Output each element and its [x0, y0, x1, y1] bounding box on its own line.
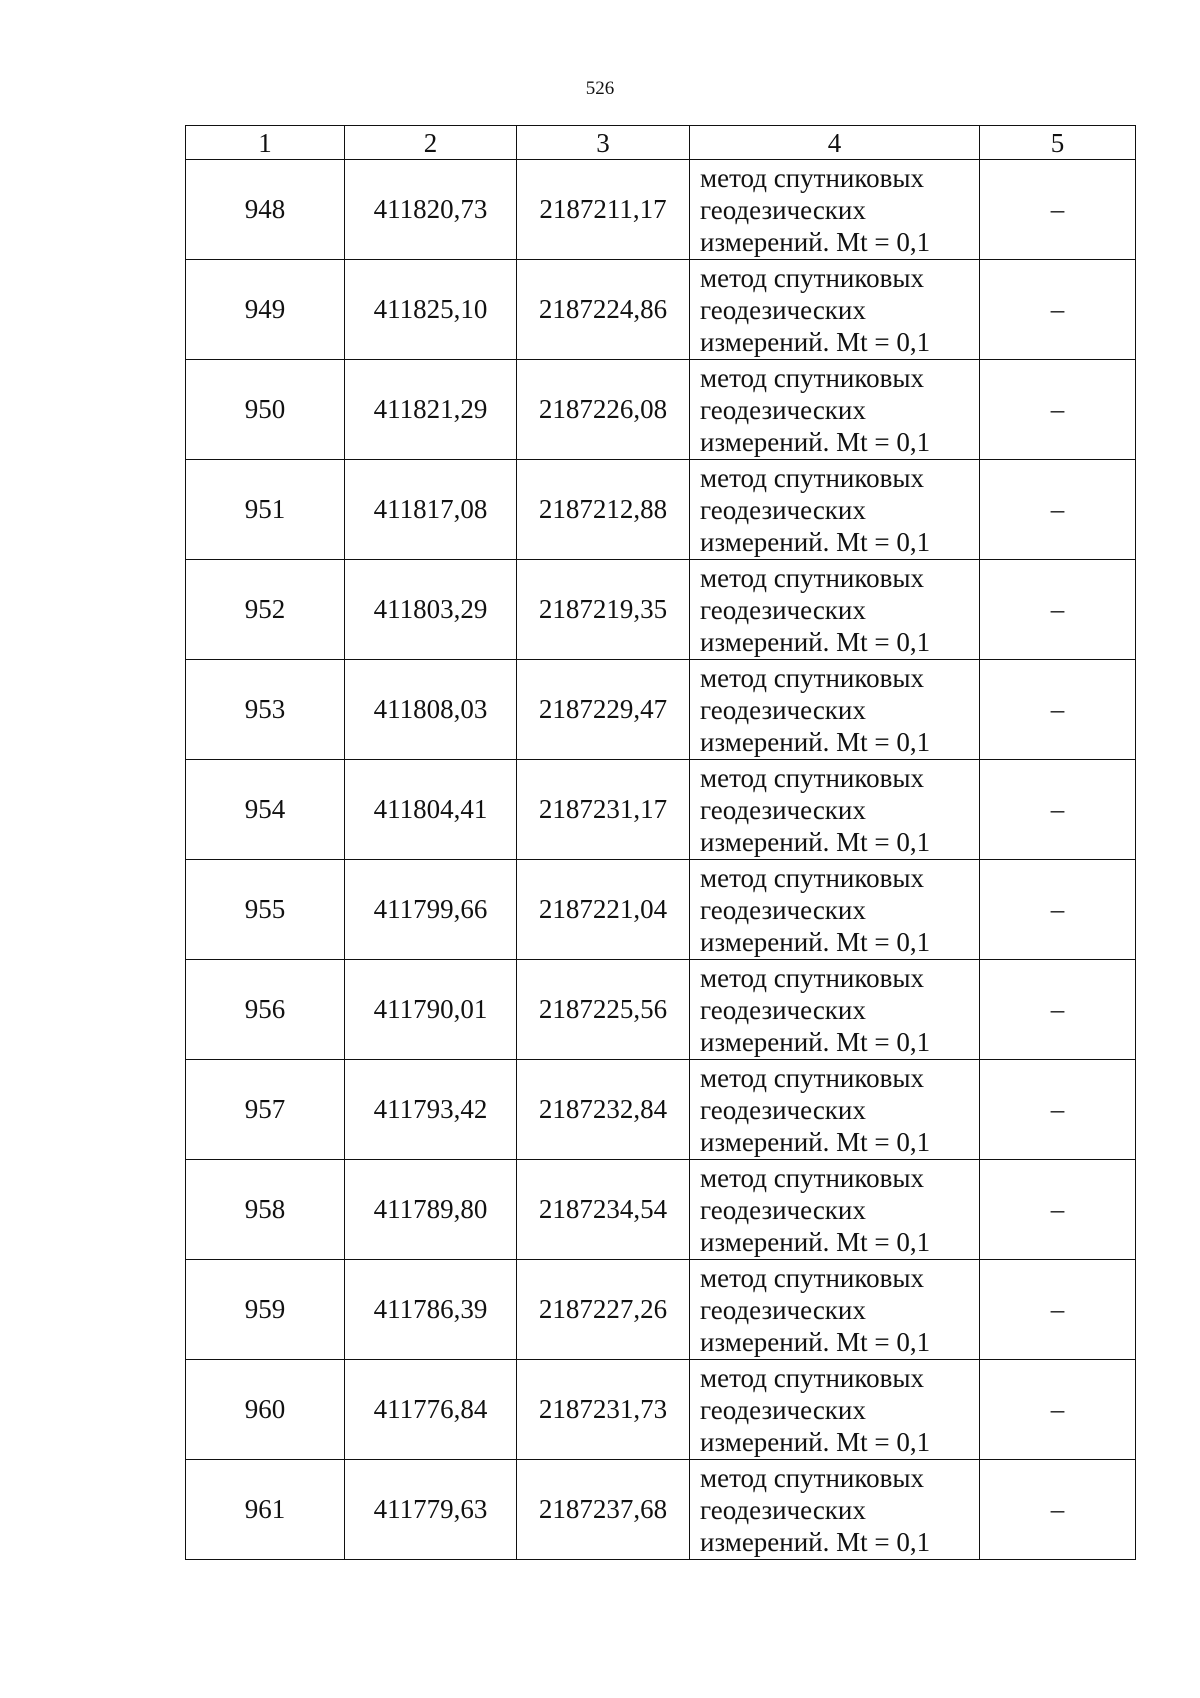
y-coordinate-cell: 2187219,35 — [517, 560, 690, 660]
method-line-1: метод спутниковых — [700, 362, 924, 393]
column-header-1: 1 — [186, 126, 345, 160]
method-cell — [690, 360, 980, 460]
point-number-cell: 952 — [186, 560, 345, 660]
point-number-cell: 959 — [186, 1260, 345, 1360]
method-line-2: геодезических — [700, 1494, 866, 1525]
y-coordinate-cell: 2187226,08 — [517, 360, 690, 460]
note-cell: – — [980, 1060, 1136, 1160]
point-number-cell: 949 — [186, 260, 345, 360]
method-line-1: метод спутниковых — [700, 1262, 924, 1293]
method-line-1: метод спутниковых — [700, 862, 924, 893]
method-line-3: измерений. Mt = 0,1 — [700, 1426, 931, 1457]
table-body — [186, 160, 1136, 1560]
x-coordinate-cell: 411803,29 — [345, 560, 517, 660]
method-cell — [690, 260, 980, 360]
point-number-cell: 960 — [186, 1360, 345, 1460]
method-line-1: метод спутниковых — [700, 662, 924, 693]
point-number-cell: 958 — [186, 1160, 345, 1260]
y-coordinate-cell: 2187221,04 — [517, 860, 690, 960]
point-number-cell: 948 — [186, 160, 345, 260]
method-cell — [690, 1260, 980, 1360]
method-line-1: метод спутниковых — [700, 162, 924, 193]
note-cell: – — [980, 360, 1136, 460]
method-line-2: геодезических — [700, 594, 866, 625]
method-line-2: геодезических — [700, 394, 866, 425]
method-cell — [690, 1060, 980, 1160]
method-line-3: измерений. Mt = 0,1 — [700, 326, 931, 357]
method-line-1: метод спутниковых — [700, 1062, 924, 1093]
method-line-3: измерений. Mt = 0,1 — [700, 526, 931, 557]
method-cell — [690, 860, 980, 960]
point-number-cell: 954 — [186, 760, 345, 860]
method-line-3: измерений. Mt = 0,1 — [700, 926, 931, 957]
note-cell: – — [980, 1360, 1136, 1460]
coordinates-table — [185, 125, 1136, 1560]
method-line-2: геодезических — [700, 194, 866, 225]
method-cell — [690, 160, 980, 260]
note-cell: – — [980, 1260, 1136, 1360]
column-header-2: 2 — [345, 126, 517, 160]
note-cell: – — [980, 260, 1136, 360]
y-coordinate-cell: 2187231,17 — [517, 760, 690, 860]
note-cell: – — [980, 960, 1136, 1060]
column-header-5: 5 — [980, 126, 1136, 160]
note-cell: – — [980, 560, 1136, 660]
column-header-3: 3 — [517, 126, 690, 160]
method-line-3: измерений. Mt = 0,1 — [700, 726, 931, 757]
table-row — [186, 160, 1136, 260]
y-coordinate-cell: 2187231,73 — [517, 1360, 690, 1460]
x-coordinate-cell: 411793,42 — [345, 1060, 517, 1160]
method-line-3: измерений. Mt = 0,1 — [700, 426, 931, 457]
method-cell — [690, 1460, 980, 1560]
method-line-1: метод спутниковых — [700, 962, 924, 993]
method-line-3: измерений. Mt = 0,1 — [700, 1526, 931, 1557]
page-number: 526 — [585, 78, 615, 99]
x-coordinate-cell: 411779,63 — [345, 1460, 517, 1560]
table-row — [186, 1160, 1136, 1260]
note-cell: – — [980, 660, 1136, 760]
x-coordinate-cell: 411790,01 — [345, 960, 517, 1060]
method-cell — [690, 960, 980, 1060]
note-cell: – — [980, 860, 1136, 960]
point-number-cell: 955 — [186, 860, 345, 960]
table-row — [186, 660, 1136, 760]
y-coordinate-cell: 2187229,47 — [517, 660, 690, 760]
method-line-2: геодезических — [700, 1094, 866, 1125]
table-row — [186, 760, 1136, 860]
method-line-1: метод спутниковых — [700, 262, 924, 293]
y-coordinate-cell: 2187227,26 — [517, 1260, 690, 1360]
table-row — [186, 1460, 1136, 1560]
note-cell: – — [980, 160, 1136, 260]
x-coordinate-cell: 411817,08 — [345, 460, 517, 560]
method-line-2: геодезических — [700, 1294, 866, 1325]
y-coordinate-cell: 2187224,86 — [517, 260, 690, 360]
table-row — [186, 860, 1136, 960]
column-header-4: 4 — [690, 126, 980, 160]
x-coordinate-cell: 411804,41 — [345, 760, 517, 860]
method-line-1: метод спутниковых — [700, 1162, 924, 1193]
method-line-2: геодезических — [700, 794, 866, 825]
method-line-1: метод спутниковых — [700, 462, 924, 493]
note-cell: – — [980, 1460, 1136, 1560]
x-coordinate-cell: 411808,03 — [345, 660, 517, 760]
method-cell — [690, 1360, 980, 1460]
x-coordinate-cell: 411799,66 — [345, 860, 517, 960]
table-row — [186, 260, 1136, 360]
y-coordinate-cell: 2187212,88 — [517, 460, 690, 560]
method-line-2: геодезических — [700, 1394, 866, 1425]
y-coordinate-cell: 2187234,54 — [517, 1160, 690, 1260]
method-line-2: геодезических — [700, 994, 866, 1025]
method-line-3: измерений. Mt = 0,1 — [700, 1126, 931, 1157]
method-line-3: измерений. Mt = 0,1 — [700, 626, 931, 657]
point-number-cell: 953 — [186, 660, 345, 760]
method-cell — [690, 1160, 980, 1260]
point-number-cell: 950 — [186, 360, 345, 460]
x-coordinate-cell: 411789,80 — [345, 1160, 517, 1260]
method-cell — [690, 560, 980, 660]
x-coordinate-cell: 411821,29 — [345, 360, 517, 460]
y-coordinate-cell: 2187211,17 — [517, 160, 690, 260]
point-number-cell: 957 — [186, 1060, 345, 1160]
method-cell — [690, 760, 980, 860]
table-row — [186, 1060, 1136, 1160]
note-cell: – — [980, 460, 1136, 560]
x-coordinate-cell: 411786,39 — [345, 1260, 517, 1360]
note-cell: – — [980, 1160, 1136, 1260]
method-line-3: измерений. Mt = 0,1 — [700, 1026, 931, 1057]
table-row — [186, 960, 1136, 1060]
method-line-3: измерений. Mt = 0,1 — [700, 826, 931, 857]
table-header-row — [186, 126, 1136, 160]
table-row — [186, 460, 1136, 560]
note-cell: – — [980, 760, 1136, 860]
method-line-1: метод спутниковых — [700, 762, 924, 793]
method-line-1: метод спутниковых — [700, 1462, 924, 1493]
point-number-cell: 961 — [186, 1460, 345, 1560]
x-coordinate-cell: 411820,73 — [345, 160, 517, 260]
method-cell — [690, 460, 980, 560]
y-coordinate-cell: 2187225,56 — [517, 960, 690, 1060]
method-line-2: геодезических — [700, 494, 866, 525]
y-coordinate-cell: 2187232,84 — [517, 1060, 690, 1160]
point-number-cell: 951 — [186, 460, 345, 560]
method-cell — [690, 660, 980, 760]
x-coordinate-cell: 411776,84 — [345, 1360, 517, 1460]
table-row — [186, 560, 1136, 660]
table-row — [186, 360, 1136, 460]
x-coordinate-cell: 411825,10 — [345, 260, 517, 360]
point-number-cell: 956 — [186, 960, 345, 1060]
method-line-2: геодезических — [700, 1194, 866, 1225]
method-line-2: геодезических — [700, 694, 866, 725]
table-row — [186, 1260, 1136, 1360]
y-coordinate-cell: 2187237,68 — [517, 1460, 690, 1560]
method-line-2: геодезических — [700, 294, 866, 325]
method-line-1: метод спутниковых — [700, 1362, 924, 1393]
method-line-3: измерений. Mt = 0,1 — [700, 1226, 931, 1257]
table-row — [186, 1360, 1136, 1460]
method-line-3: измерений. Mt = 0,1 — [700, 226, 931, 257]
method-line-1: метод спутниковых — [700, 562, 924, 593]
method-line-2: геодезических — [700, 894, 866, 925]
method-line-3: измерений. Mt = 0,1 — [700, 1326, 931, 1357]
